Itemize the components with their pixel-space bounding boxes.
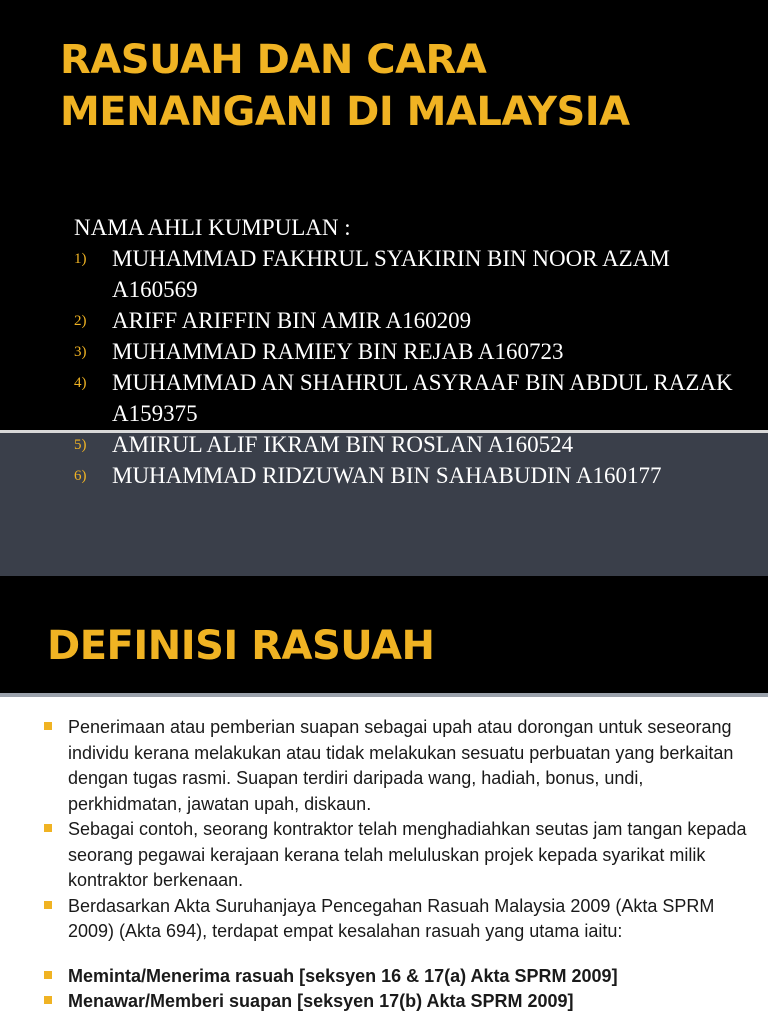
member-name: MUHAMMAD RIDZUWAN BIN SAHABUDIN A160177 <box>112 463 662 488</box>
member-number: 6) <box>74 468 87 484</box>
square-bullet-icon <box>44 971 52 979</box>
member-number: 2) <box>74 313 87 329</box>
bullet-text: Penerimaan atau pemberian suapan sebagai upah atau dorongan untuk seseorang individu kerana melakukan atau tidak melakukan sesuatu perbuatan yang berkaitan dengan tugas rasmi. Suapan terdiri daripada wang, hadiah, bonus, undi, perkhidmatan, jawatan upah, diskaun. <box>68 717 734 814</box>
definition-body <box>0 697 768 1024</box>
member-item <box>74 460 754 491</box>
slide-title-heading <box>60 34 630 138</box>
member-number: 5) <box>74 437 87 453</box>
title-line-1: RASUAH DAN CARA <box>60 37 487 83</box>
member-item <box>74 336 754 367</box>
member-item <box>74 429 754 460</box>
bullet-item <box>44 989 756 1015</box>
bullet-text: Berdasarkan Akta Suruhanjaya Pencegahan Rasuah Malaysia 2009 (Akta SPRM 2009) (Akta 694), terdapat empat kesalahan rasuah yang utama iaitu: <box>68 895 715 941</box>
definition-bullets <box>44 715 756 1015</box>
bullet-text: Meminta/Menerima rasuah [seksyen 16 & 17(a) Akta SPRM 2009] <box>68 965 618 986</box>
square-bullet-icon <box>44 824 52 832</box>
member-name: MUHAMMAD AN SHAHRUL ASYRAAF BIN ABDUL RAZAK A159375 <box>112 370 733 426</box>
member-item <box>74 367 754 429</box>
member-name: ARIFF ARIFFIN BIN AMIR A160209 <box>112 308 472 333</box>
member-list-block <box>74 212 754 491</box>
square-bullet-icon <box>44 722 52 730</box>
bullet-item <box>44 964 756 990</box>
member-number: 1) <box>74 251 87 267</box>
title-line-2: MENANGANI DI MALAYSIA <box>60 89 630 135</box>
square-bullet-icon <box>44 996 52 1004</box>
bullet-item <box>44 894 756 945</box>
member-number: 3) <box>74 344 87 360</box>
bullet-item <box>44 817 756 894</box>
slide-definition-heading: DEFINISI RASUAH <box>47 623 435 669</box>
member-item <box>74 243 754 305</box>
slide-definition <box>0 576 768 1024</box>
member-item <box>74 305 754 336</box>
bullet-item <box>44 715 756 817</box>
member-name: MUHAMMAD RAMIEY BIN REJAB A160723 <box>112 339 564 364</box>
member-name: AMIRUL ALIF IKRAM BIN ROSLAN A160524 <box>112 432 574 457</box>
bullet-text: Sebagai contoh, seorang kontraktor telah menghadiahkan seutas jam tangan kepada seorang pegawai kerajaan kerana telah meluluskan projek kepada syarikat milik kontraktor berkenaan. <box>68 819 747 890</box>
member-number: 4) <box>74 375 87 391</box>
member-list <box>74 243 754 491</box>
member-name: MUHAMMAD FAKHRUL SYAKIRIN BIN NOOR AZAM A160569 <box>112 246 670 302</box>
square-bullet-icon <box>44 901 52 909</box>
bullet-text: Menawar/Memberi suapan [seksyen 17(b) Akta SPRM 2009] <box>68 991 574 1011</box>
members-heading: NAMA AHLI KUMPULAN : <box>74 215 351 240</box>
